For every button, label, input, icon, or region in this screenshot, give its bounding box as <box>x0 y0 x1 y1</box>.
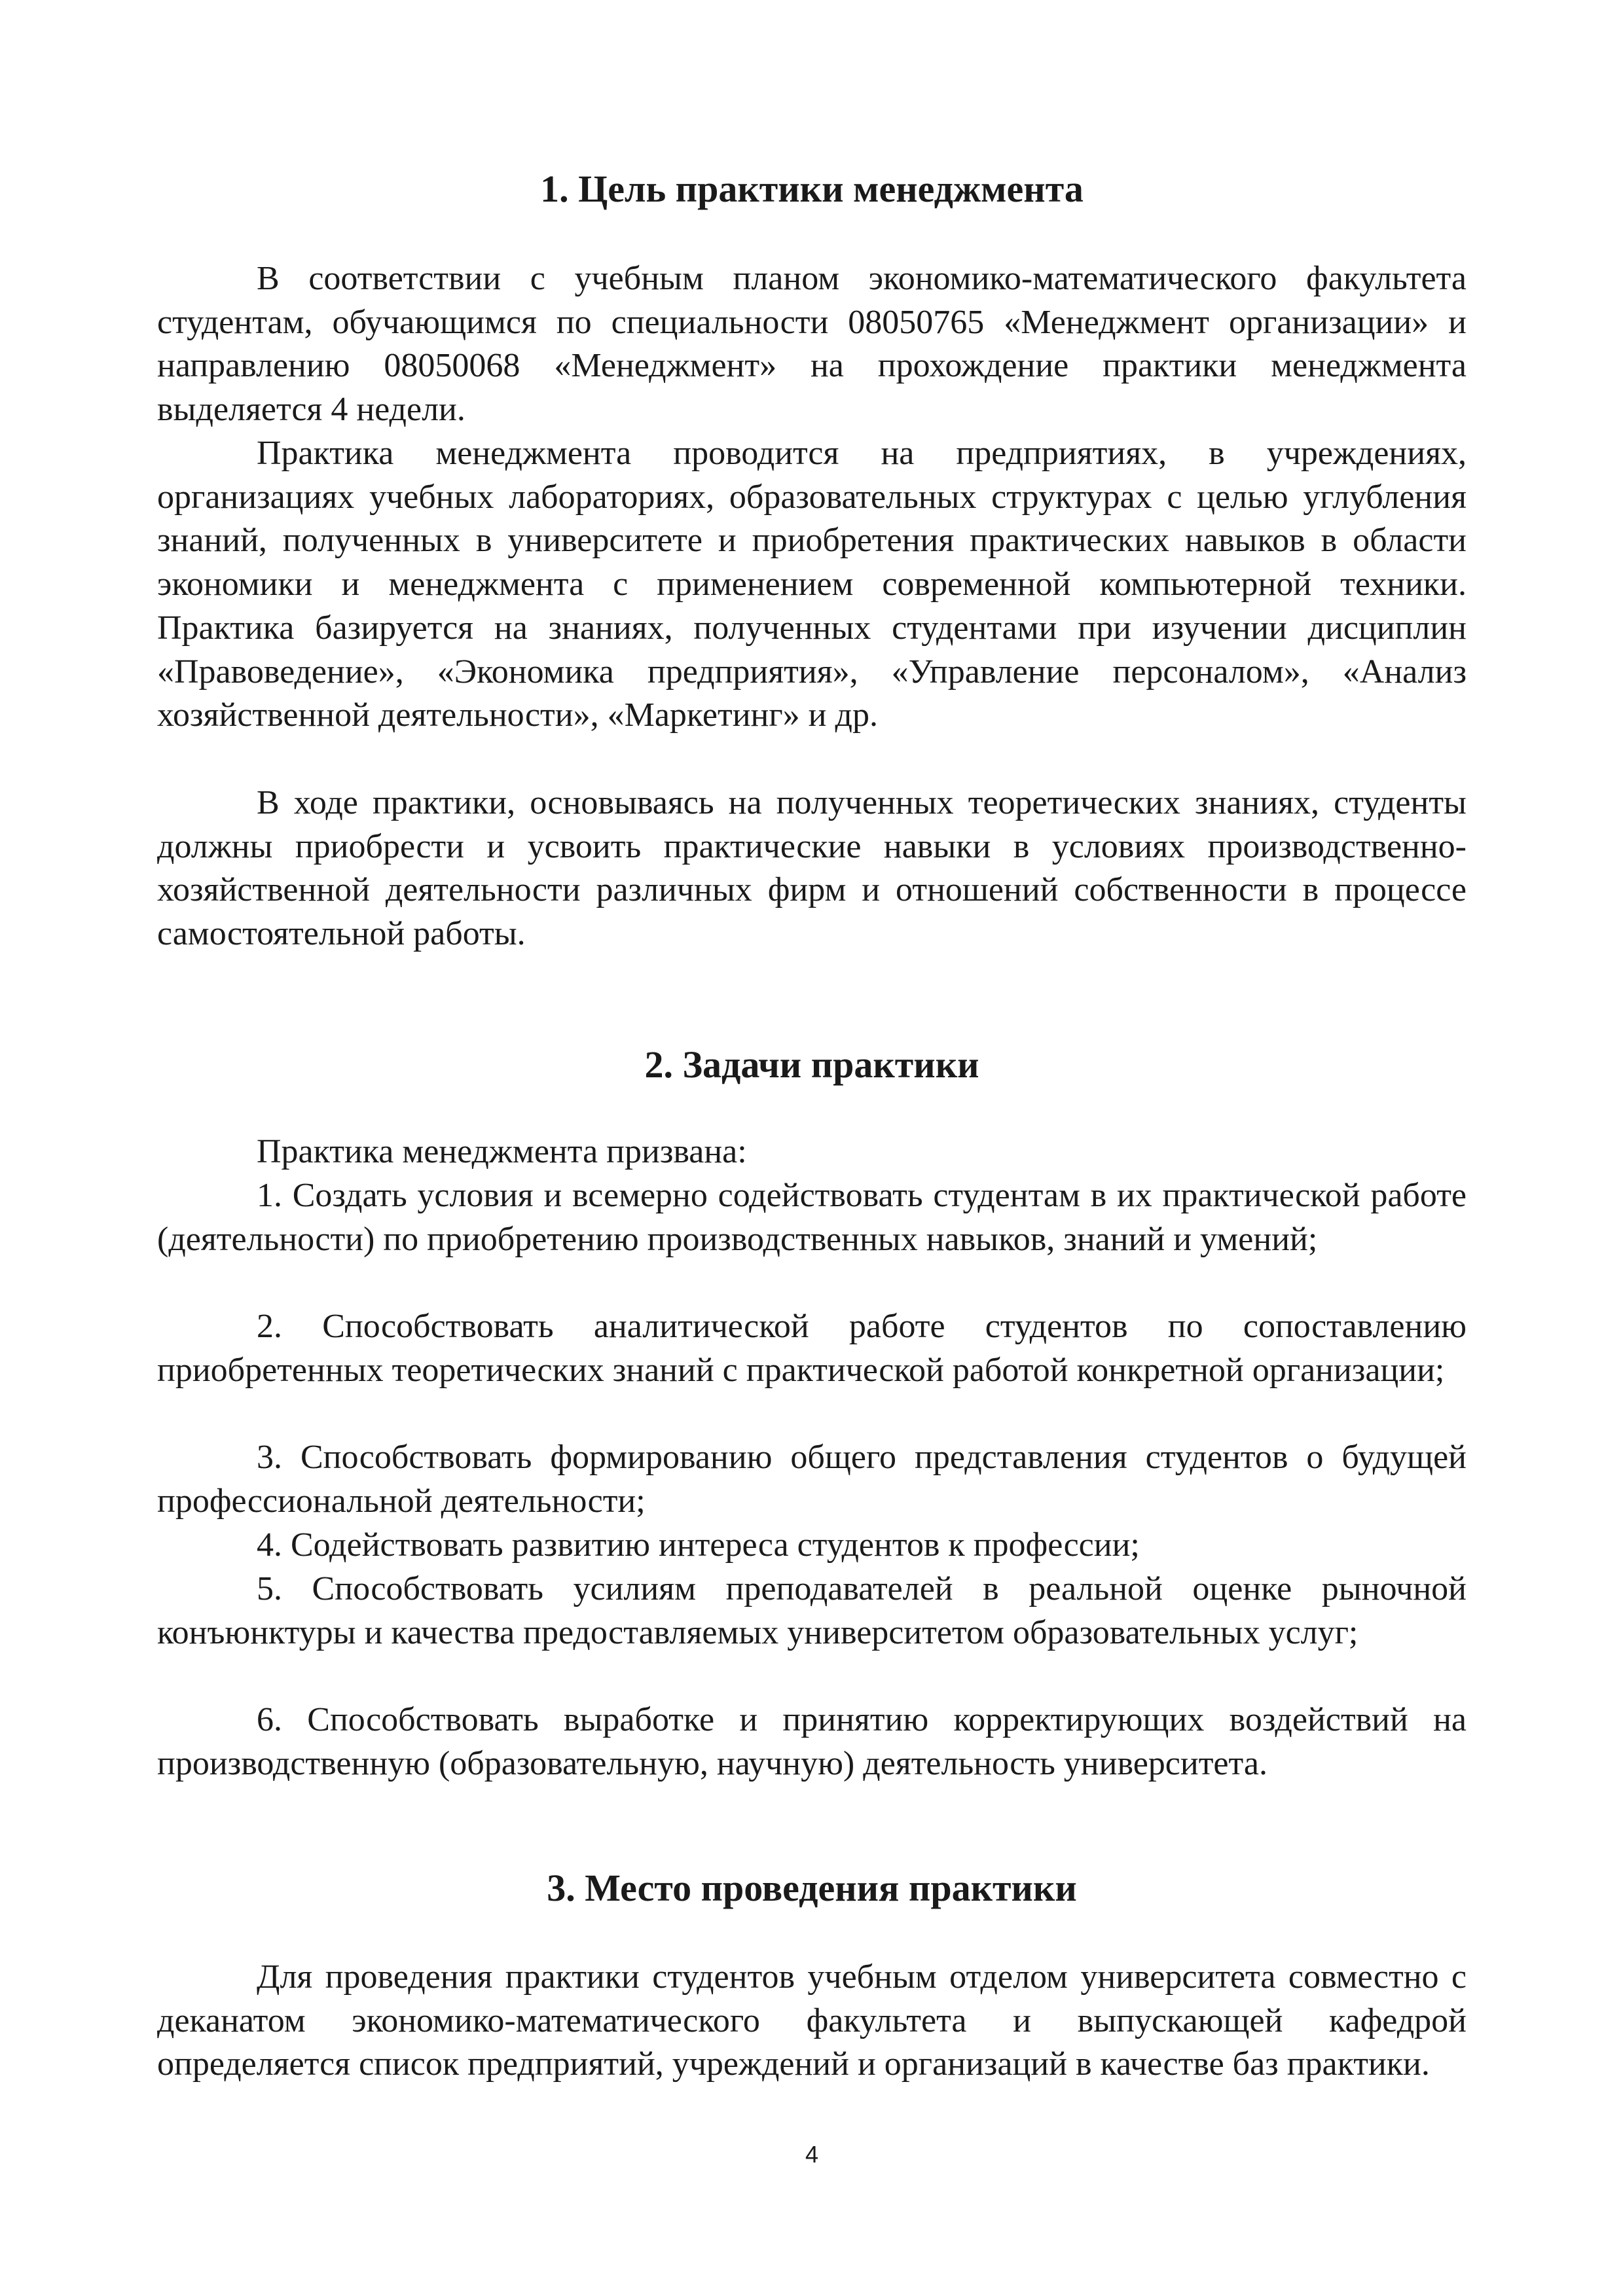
section-2-heading: 2. Задачи практики <box>644 1043 979 1086</box>
page-number: 4 <box>805 2141 819 2168</box>
section-2-item-5: 5. Способствовать усилиям преподавателей в реальной оценке рыночной конъюнктуры и качества предоставляемых университетом образовательных услуг; <box>157 1570 1467 1651</box>
section-3-paragraph-1: Для проведения практики студентов учебным отделом университета совместно с деканатом экономико-математического факультета и выпускающей кафедрой определяется список предприятий, учреждений и организаций в качестве баз практики. <box>157 1958 1467 2083</box>
section-1-heading: 1. Цель практики менеджмента <box>540 168 1084 210</box>
section-2-item-4: 4. Содействовать развитию интереса студентов к профессии; <box>257 1526 1140 1564</box>
section-1-paragraph-3: В ходе практики, основываясь на полученных теоретических знаниях, студенты должны приобрести и усвоить практические навыки в условиях производственно-хозяйственной деятельности различных фирм и отношений собственности в процессе самостоятельной работы. <box>157 784 1467 953</box>
section-3-heading: 3. Место проведения практики <box>547 1867 1077 1909</box>
document-page <box>157 0 1467 2296</box>
section-2-item-6: 6. Способствовать выработке и принятию корректирующих воздействий на производственную (образовательную, научную) деятельность университета. <box>157 1701 1467 1782</box>
section-1-paragraph-1: В соответствии с учебным планом экономико-математического факультета студентам, обучающимся по специальности 08050765 «Менеджмент организации» и направлению 08050068 «Менеджмент» на прохождение практики менеджмента выделяется 4 недели. <box>157 260 1467 429</box>
section-1-paragraph-2: Практика менеджмента проводится на предприятиях, в учреждениях, организациях учебных лабораториях, образовательных структурах с целью углубления знаний, полученных в университете и приобретения практических навыков в области экономики и менеджмента с применением современной компьютерной техники. Практика базируется на знаниях, полученных студентами при изучении дисциплин «Правоведение», «Экономика предприятия», «Управление персоналом», «Анализ хозяйственной деятельности», «Маркетинг» и др. <box>157 435 1467 734</box>
section-2-intro: Практика менеджмента призвана: <box>257 1133 747 1170</box>
section-2-item-3: 3. Способствовать формированию общего представления студентов о будущей профессиональной деятельности; <box>157 1439 1467 1520</box>
section-2-item-1: 1. Создать условия и всемерно содействовать студентам в их практической работе (деятельности) по приобретению производственных навыков, знаний и умений; <box>157 1177 1467 1258</box>
section-2-item-2: 2. Способствовать аналитической работе студентов по сопоставлению приобретенных теоретических знаний с практической работой конкретной организации; <box>157 1308 1467 1389</box>
